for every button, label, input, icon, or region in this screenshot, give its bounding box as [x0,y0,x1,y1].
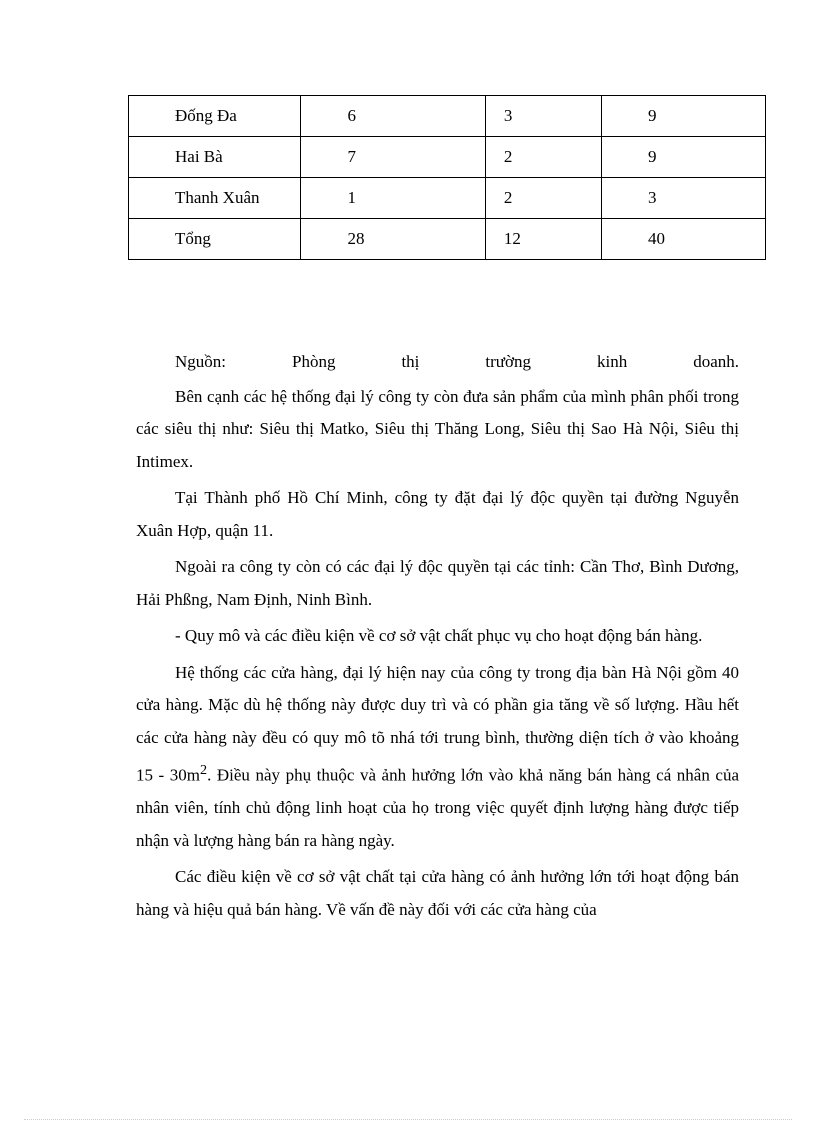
total-cell: 3 [602,178,766,219]
value-cell: 3 [485,96,601,137]
total-cell: 9 [602,137,766,178]
table-row [129,96,766,137]
district-cell: Hai Bà [129,137,301,178]
page-bottom-rule [24,1119,792,1120]
table-row-total [129,219,766,260]
paragraph-hcmc: Tại Thành phố Hồ Chí Minh, công ty đặt đại lý độc quyền tại đường Nguyễn Xuân Hợp, quận 11. [136,488,739,540]
district-cell: Tổng [129,219,301,260]
district-cell: Đống Đa [129,96,301,137]
total-cell: 40 [602,219,766,260]
paragraph-store-system-text-cont: . Điều này phụ thuộc và ảnh hưởng lớn vào khả năng bán hàng cá nhân của nhân viên, tính chủ động linh hoạt của họ trong việc quyết định lượng hàng được tiếp nhận và lượng hàng bán ra hàng ngày. [136,765,739,850]
value-cell: 2 [485,178,601,219]
paragraph-store-system-text: Hệ thống các cửa hàng, đại lý hiện nay của công ty trong địa bàn Hà Nội gồm 40 cửa hàng. Mặc dù hệ thống này được duy trì và có phần gia tăng về số lượng. Hầu hết các cửa hàng này đều có quy mô tõ nhá tới trung bình, thường diện tích ở vào khoảng 15 - 30m [136,662,739,785]
value-cell: 2 [485,137,601,178]
store-count-table [128,95,766,260]
paragraph-scale-heading: - Quy mô và các điều kiện về cơ sở vật chất phục vụ cho hoạt động bán hàng. [175,626,703,645]
table-row [129,178,766,219]
paragraph-facilities: Các điều kiện về cơ sở vật chất tại cửa hàng có ảnh hưởng lớn tới hoạt động bán hàng và hiệu quả bán hàng. Về vấn đề này đối với các cửa hàng của [136,867,739,919]
paragraph-supermarkets: Bên cạnh các hệ thống đại lý công ty còn đưa sản phẩm của mình phân phối trong các siêu thị như: Siêu thị Matko, Siêu thị Thăng Long, Siêu thị Sao Hà Nội, Siêu thị Intimex. [136,386,739,471]
paragraph-store-system [136,657,739,858]
district-cell: Thanh Xuân [129,178,301,219]
table-row [129,137,766,178]
source-line: Nguồn: Phòng thị trường kinh doanh. [175,352,739,371]
paragraph-provinces: Ngoài ra công ty còn có các đại lý độc quyền tại các tỉnh: Cần Thơ, Bình Dương, Hải Phßng, Nam Định, Ninh Bình. [136,557,739,609]
value-cell: 28 [301,219,485,260]
value-cell: 7 [301,137,485,178]
area-superscript: 2 [200,762,208,778]
value-cell: 1 [301,178,485,219]
value-cell: 6 [301,96,485,137]
value-cell: 12 [485,219,601,260]
total-cell: 9 [602,96,766,137]
body-text [136,346,739,930]
